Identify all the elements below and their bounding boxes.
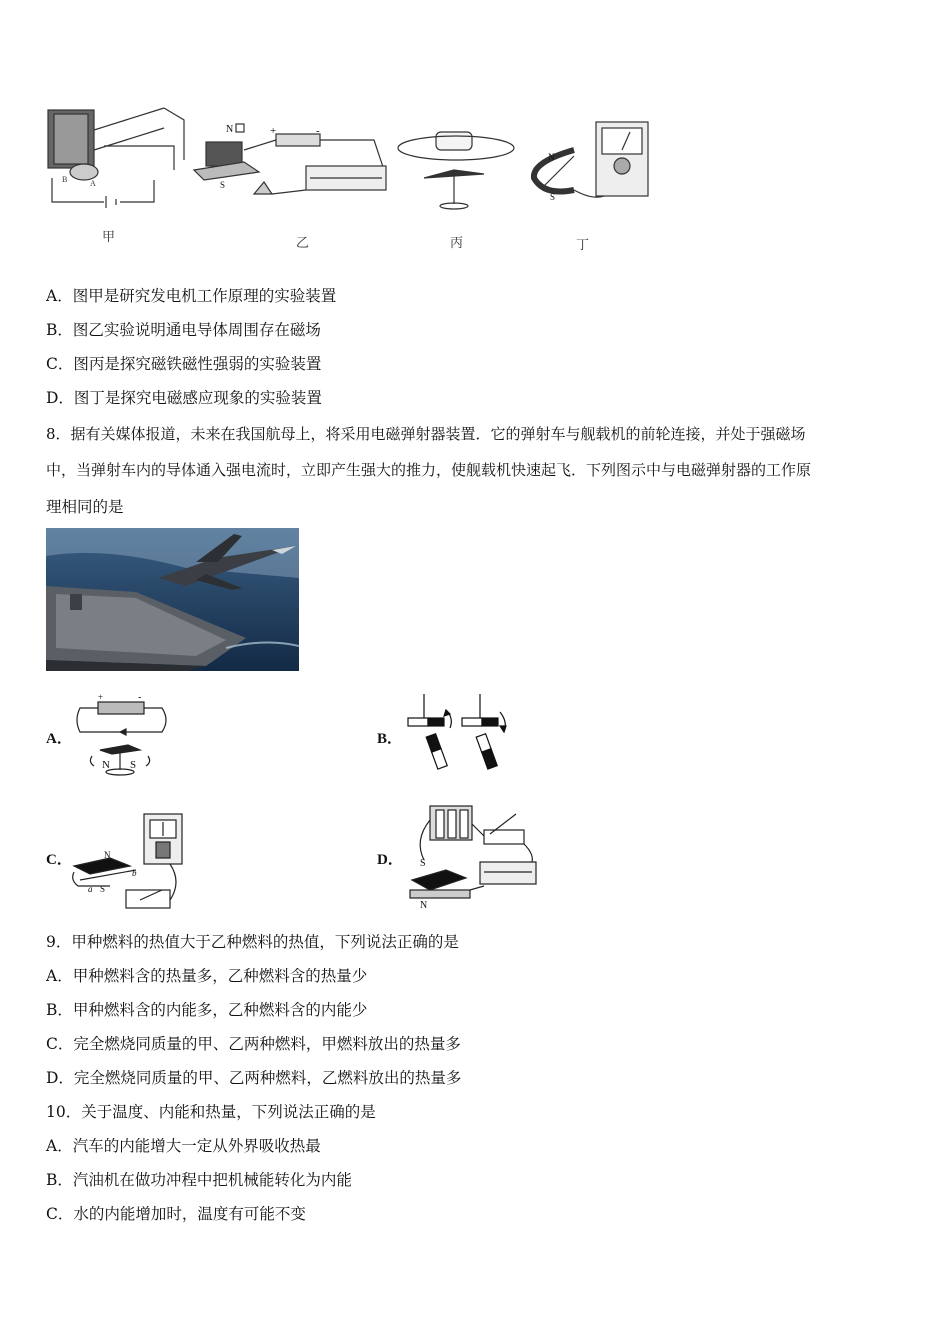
diagram-yi [194,124,386,194]
a-minus: - [138,692,142,703]
diagram-ding [534,122,648,202]
c-b: b [132,868,137,878]
q7-option-b: B．图乙实验说明通电导体周围存在磁场 [46,321,321,339]
c-n: N [104,850,111,860]
caption-bing: 丙 [450,236,464,251]
q8-stem-line-3: 理相同的是 [46,498,124,516]
q7-option-c: C．图丙是探究磁铁磁性强弱的实验装置 [46,355,322,373]
q8-option-b-figure [402,688,532,778]
q8-option-d-label: D． [377,852,403,868]
yi-label-minus: - [316,125,320,137]
q8-option-c-label: C． [46,852,72,868]
q9-option-a: A．甲种燃料含的热量多，乙种燃料含的热量少 [46,967,368,985]
c-a: a [88,884,93,894]
d-s: S [420,858,426,869]
apparatus-diagram-row [44,100,664,250]
q7-option-a: A．图甲是研究发电机工作原理的实验装置 [46,287,337,305]
c-s: S [100,884,106,894]
q10-option-b: B．汽油机在做功冲程中把机械能转化为内能 [46,1171,352,1189]
q8-option-d-figure [404,800,540,912]
ding-label-n: N [548,152,555,162]
q10-option-c: C．水的内能增加时，温度有可能不变 [46,1205,306,1223]
caption-ding: 丁 [576,238,590,253]
q8-stem-line-1: 8．据有关媒体报道，未来在我国航母上，将采用电磁弹射器装置．它的弹射车与舰载机的前轮连接，并处于强磁场 [46,425,806,443]
caption-yi: 乙 [296,236,310,251]
q9-option-d: D．完全燃烧同质量的甲、乙两种燃料，乙燃料放出的热量多 [46,1069,462,1087]
a-n: N [102,759,110,771]
yi-label-n: N [226,124,234,135]
q10-stem: 10．关于温度、内能和热量，下列说法正确的是 [46,1103,376,1121]
yi-label-plus: + [270,125,277,137]
q9-option-b: B．甲种燃料含的内能多，乙种燃料含的内能少 [46,1001,368,1019]
d-n: N [420,900,428,911]
ding-label-s: S [550,192,556,202]
diagram-bing [398,132,514,209]
a-s: S [130,759,137,771]
q9-option-c: C．完全燃烧同质量的甲、乙两种燃料，甲燃料放出的热量多 [46,1035,461,1053]
top-figure [44,100,664,253]
a-plus: + [98,692,104,702]
diagram-jia [48,108,184,208]
q8-stem-line-2: 中，当弹射车内的导体通入强电流时，立即产生强大的推力，使舰载机快速起飞．下列图示中与电磁弹射器的工作原 [46,461,812,479]
q8-option-a-figure [72,690,172,780]
q8-option-a-label: A． [46,731,72,747]
q8-option-b-label: B． [377,731,403,747]
carrier-jet-photo [46,528,299,671]
caption-jia: 甲 [102,230,116,245]
q10-option-a: A．汽车的内能增大一定从外界吸收热最 [46,1137,321,1155]
jia-label-b: B [62,175,68,184]
jia-label-a: A [90,179,96,188]
q8-option-c-figure [70,810,188,914]
q9-stem: 9．甲种燃料的热值大于乙种燃料的热值，下列说法正确的是 [46,933,459,951]
q7-option-d: D．图丁是探究电磁感应现象的实验装置 [46,389,322,407]
yi-label-s: S [220,180,226,190]
